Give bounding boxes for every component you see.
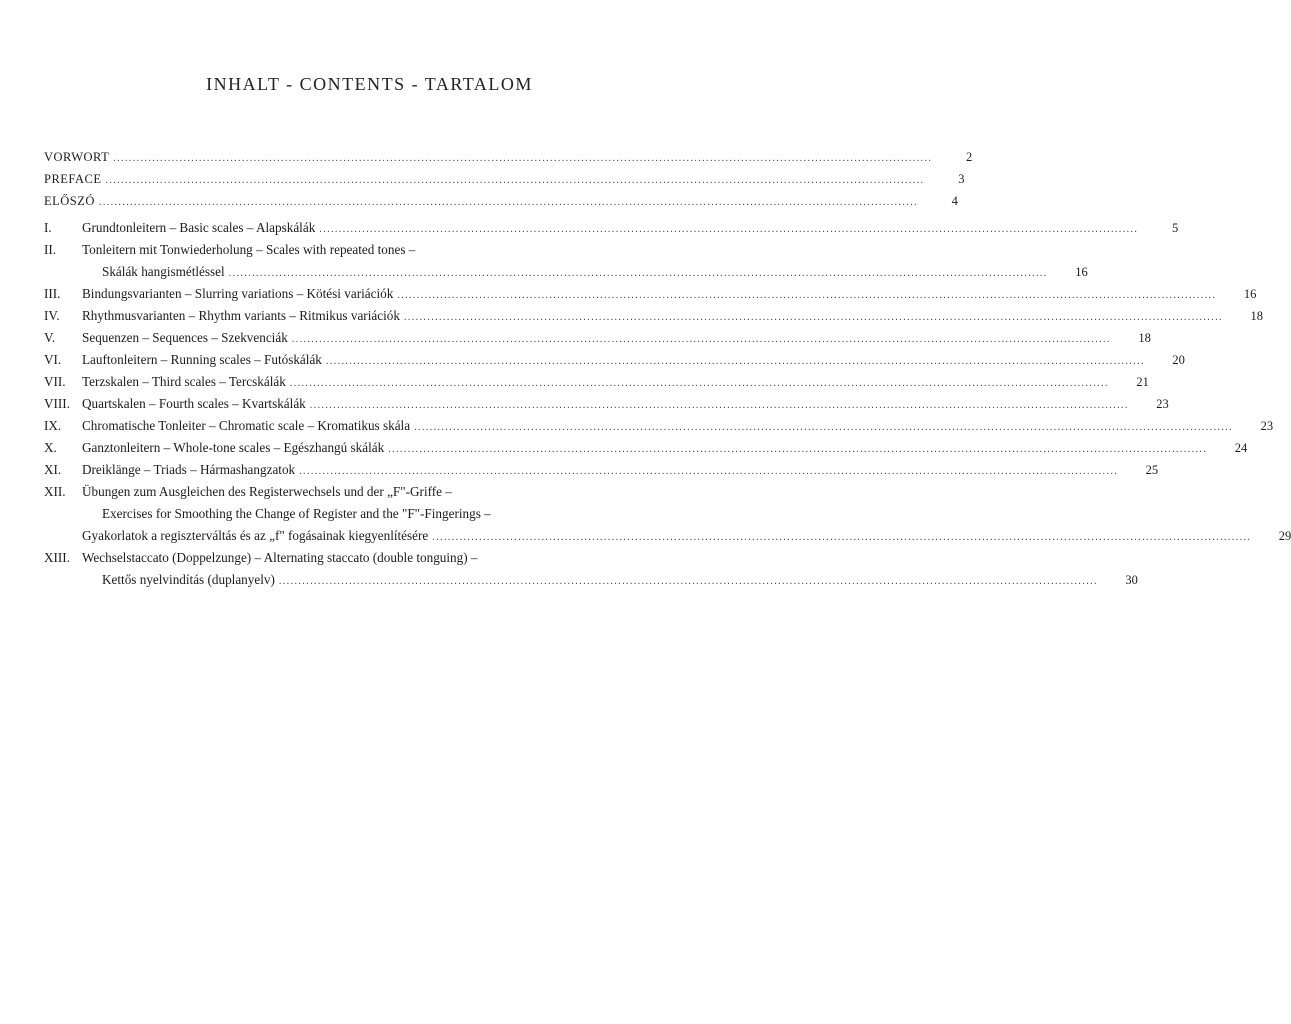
toc-entry-chapter-13 <box>44 547 669 569</box>
chapter-number: VII. <box>44 374 66 389</box>
leader-dots <box>319 219 1138 241</box>
toc-page-number: 2 <box>966 150 973 164</box>
leader-dots <box>404 307 1223 329</box>
leader-dots <box>299 461 1118 483</box>
toc-page-number: 16 <box>1075 265 1088 279</box>
toc-page-number: 3 <box>958 172 965 186</box>
leader-dots <box>310 395 1129 417</box>
toc-entry-chapter-2 <box>44 239 669 261</box>
chapter-title: Chromatische Tonleiter – Chromatic scale – Kromatikus skála <box>82 418 411 433</box>
leader-dots <box>432 527 1251 549</box>
chapter-title-continuation: Skálák hangismétléssel <box>102 264 225 279</box>
toc-entry-label: VORWORT <box>44 150 110 164</box>
chapter-title: Wechselstaccato (Doppelzunge) – Alternating staccato (double tonguing) – <box>82 550 478 565</box>
chapter-number: I. <box>44 220 52 235</box>
chapter-number: XIII. <box>44 550 70 565</box>
toc-page-number: 21 <box>1136 375 1149 389</box>
leader-dots <box>388 439 1207 461</box>
toc-entry-chapter-12-cont <box>44 503 669 525</box>
chapter-title-continuation: Kettős nyelvindítás (duplanyelv) <box>102 572 275 587</box>
leader-dots <box>113 148 932 170</box>
chapter-title-continuation: Exercises for Smoothing the Change of Register and the "F"-Fingerings – <box>102 506 491 521</box>
chapter-title: Ganztonleitern – Whole-tone scales – Egészhangú skálák <box>82 440 385 455</box>
leader-dots <box>292 329 1111 351</box>
toc-page-number: 29 <box>1278 529 1291 543</box>
chapter-number: III. <box>44 286 61 301</box>
toc-entry-chapter-10 <box>44 437 1248 459</box>
page-title: INHALT - CONTENTS - TARTALOM <box>206 74 533 94</box>
chapter-title: Lauftonleitern – Running scales – Futóskálák <box>82 352 322 367</box>
chapter-number: XI. <box>44 462 62 477</box>
chapter-title-continuation: Gyakorlatok a regiszterváltás és az „f" fogásainak kiegyenlítésére <box>82 528 429 543</box>
chapter-title: Terzskalen – Third scales – Tercskálák <box>82 374 286 389</box>
toc-entry-chapter-1 <box>44 217 1179 239</box>
toc-entry-chapter-9 <box>44 415 1274 437</box>
toc-entry-chapter-3 <box>44 283 1257 305</box>
chapter-number: IV. <box>44 308 60 323</box>
chapter-title: Rhythmusvarianten – Rhythm variants – Ritmikus variációk <box>82 308 400 323</box>
table-of-contents <box>44 146 1291 591</box>
leader-dots <box>326 351 1145 373</box>
toc-page-number: 25 <box>1145 463 1159 477</box>
toc-entry-label: PREFACE <box>44 172 102 186</box>
leader-dots <box>105 170 924 192</box>
toc-entry-chapter-2-cont <box>44 261 1088 283</box>
toc-page-number: 30 <box>1125 573 1138 587</box>
toc-entry-chapter-12 <box>44 481 669 503</box>
chapter-title: Quartskalen – Fourth scales – Kvartskálák <box>82 396 306 411</box>
leader-dots <box>229 263 1048 285</box>
toc-page-number: 24 <box>1234 441 1248 455</box>
chapter-title: Tonleitern mit Tonwiederholung – Scales with repeated tones – <box>82 242 416 257</box>
toc-entry-chapter-11 <box>44 459 1159 481</box>
toc-page-number: 18 <box>1138 331 1151 345</box>
toc-entry-vorwort <box>44 146 973 168</box>
chapter-title: Sequenzen – Sequences – Szekvenciák <box>82 330 288 345</box>
toc-entry-eloszo <box>44 190 958 212</box>
chapter-number: X. <box>44 440 57 455</box>
toc-entry-chapter-7 <box>44 371 1149 393</box>
chapter-number: II. <box>44 242 57 257</box>
chapter-number: VI. <box>44 352 62 367</box>
toc-entry-chapter-13-cont <box>44 569 1138 591</box>
toc-page-number: 20 <box>1172 353 1185 367</box>
chapter-title: Dreiklänge – Triads – Hármashangzatok <box>82 462 296 477</box>
chapter-number: V. <box>44 330 56 345</box>
leader-dots <box>99 192 918 214</box>
toc-entry-chapter-4 <box>44 305 1263 327</box>
leader-dots <box>279 571 1098 593</box>
toc-entry-preface <box>44 168 965 190</box>
toc-entry-chapter-8 <box>44 393 1169 415</box>
chapter-title: Übungen zum Ausgleichen des Registerwechsels und der „F"-Griffe – <box>82 484 452 499</box>
toc-page-number: 18 <box>1250 309 1263 323</box>
toc-entry-chapter-5 <box>44 327 1151 349</box>
toc-page-number: 4 <box>951 194 958 208</box>
chapter-number: XII. <box>44 484 66 499</box>
toc-page-number: 23 <box>1156 397 1169 411</box>
leader-dots <box>414 417 1233 439</box>
toc-page-number: 16 <box>1243 287 1257 301</box>
toc-page-number: 23 <box>1260 419 1274 433</box>
chapter-title: Bindungsvarianten – Slurring variations – Kötési variációk <box>82 286 394 301</box>
chapter-number: VIII. <box>44 396 70 411</box>
leader-dots <box>290 373 1109 395</box>
leader-dots <box>397 285 1216 307</box>
toc-entry-chapter-6 <box>44 349 1185 371</box>
chapter-number: IX. <box>44 418 62 433</box>
toc-page-number: 5 <box>1172 221 1179 235</box>
chapter-title: Grundtonleitern – Basic scales – Alapskálák <box>82 220 316 235</box>
toc-entry-label: ELŐSZÓ <box>44 194 95 208</box>
toc-entry-chapter-12-cont2 <box>44 525 1291 547</box>
